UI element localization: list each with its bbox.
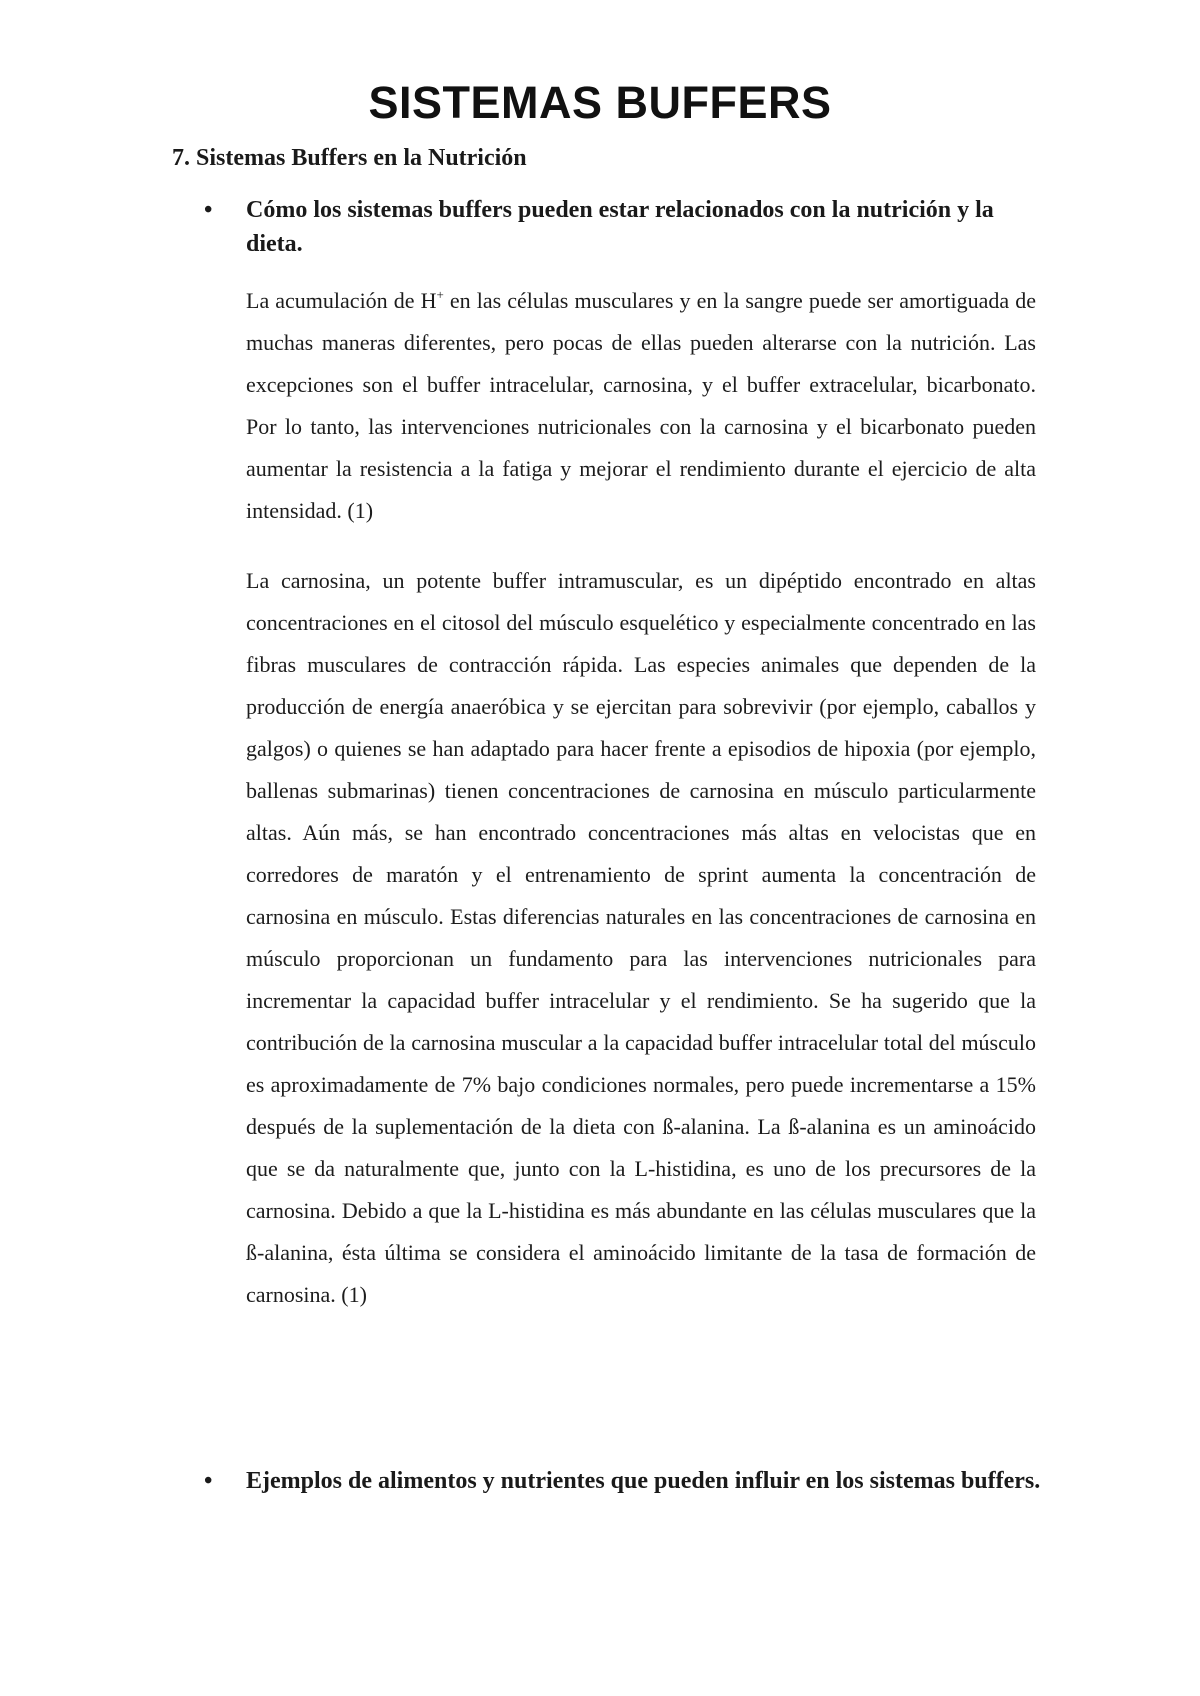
bullet-marker: • <box>204 1468 213 1494</box>
paragraph-carnosine: La carnosina, un potente buffer intramuscular, es un dipéptido encontrado en altas concentraciones en el citosol del músculo esquelético y especialmente concentrado en las fibras musculares de contracción rápida. Las especies animales que dependen de la producción de energía anaeróbica y se ejercitan para sobrevivir (por ejemplo, caballos y galgos) o quienes se han adaptado para hacer frente a episodios de hipoxia (por ejemplo, ballenas submarinas) tienen concentraciones de carnosina en músculo particularmente altas. Aún más, se han encontrado concentraciones más altas en velocistas que en corredores de maratón y el entrenamiento de sprint aumenta la concentración de carnosina en músculo. Estas diferencias naturales en las concentraciones de carnosina en músculo proporcionan un fundamento para las intervenciones nutricionales para incrementar la capacidad buffer intracelular y el rendimiento. Se ha sugerido que la contribución de la carnosina muscular a la capacidad buffer intracelular total del músculo es aproximadamente de 7% bajo condiciones normales, pero puede incrementarse a 15% después de la suplementación de la dieta con ß-alanina. La ß-alanina es un aminoácido que se da naturalmente que, junto con la L-histidina, es uno de los precursores de la carnosina. Debido a que la L-histidina es más abundante en las células musculares que la ß-alanina, ésta última se considera el aminoácido limitante de la tasa de formación de carnosina. (1) <box>246 568 1036 1307</box>
superscript-plus: + <box>436 287 444 302</box>
bullet-heading-examples: Ejemplos de alimentos y nutrientes que pueden influir en los sistemas buffers. <box>246 1468 1041 1494</box>
paragraph-accumulation <box>246 280 1036 532</box>
bullet-marker: • <box>204 197 213 223</box>
paragraph-text: La acumulación de H <box>246 288 437 313</box>
document-title: SISTEMAS BUFFERS <box>368 77 832 128</box>
bullet-heading-relation: Cómo los sistemas buffers pueden estar relacionados con la nutrición y la dieta. <box>246 197 994 257</box>
paragraph-text: en las células musculares y en la sangre puede ser amortiguada de muchas maneras diferentes, pero pocas de ellas pueden alterarse con la nutrición. Las excepciones son el buffer intracelular, carnosina, y el buffer extracelular, bicarbonato. Por lo tanto, las intervenciones nutricionales con la carnosina y el bicarbonato pueden aumentar la resistencia a la fatiga y mejorar el rendimiento durante el ejercicio de alta intensidad. (1) <box>246 288 1036 523</box>
section-heading: 7. Sistemas Buffers en la Nutrición <box>172 145 527 171</box>
